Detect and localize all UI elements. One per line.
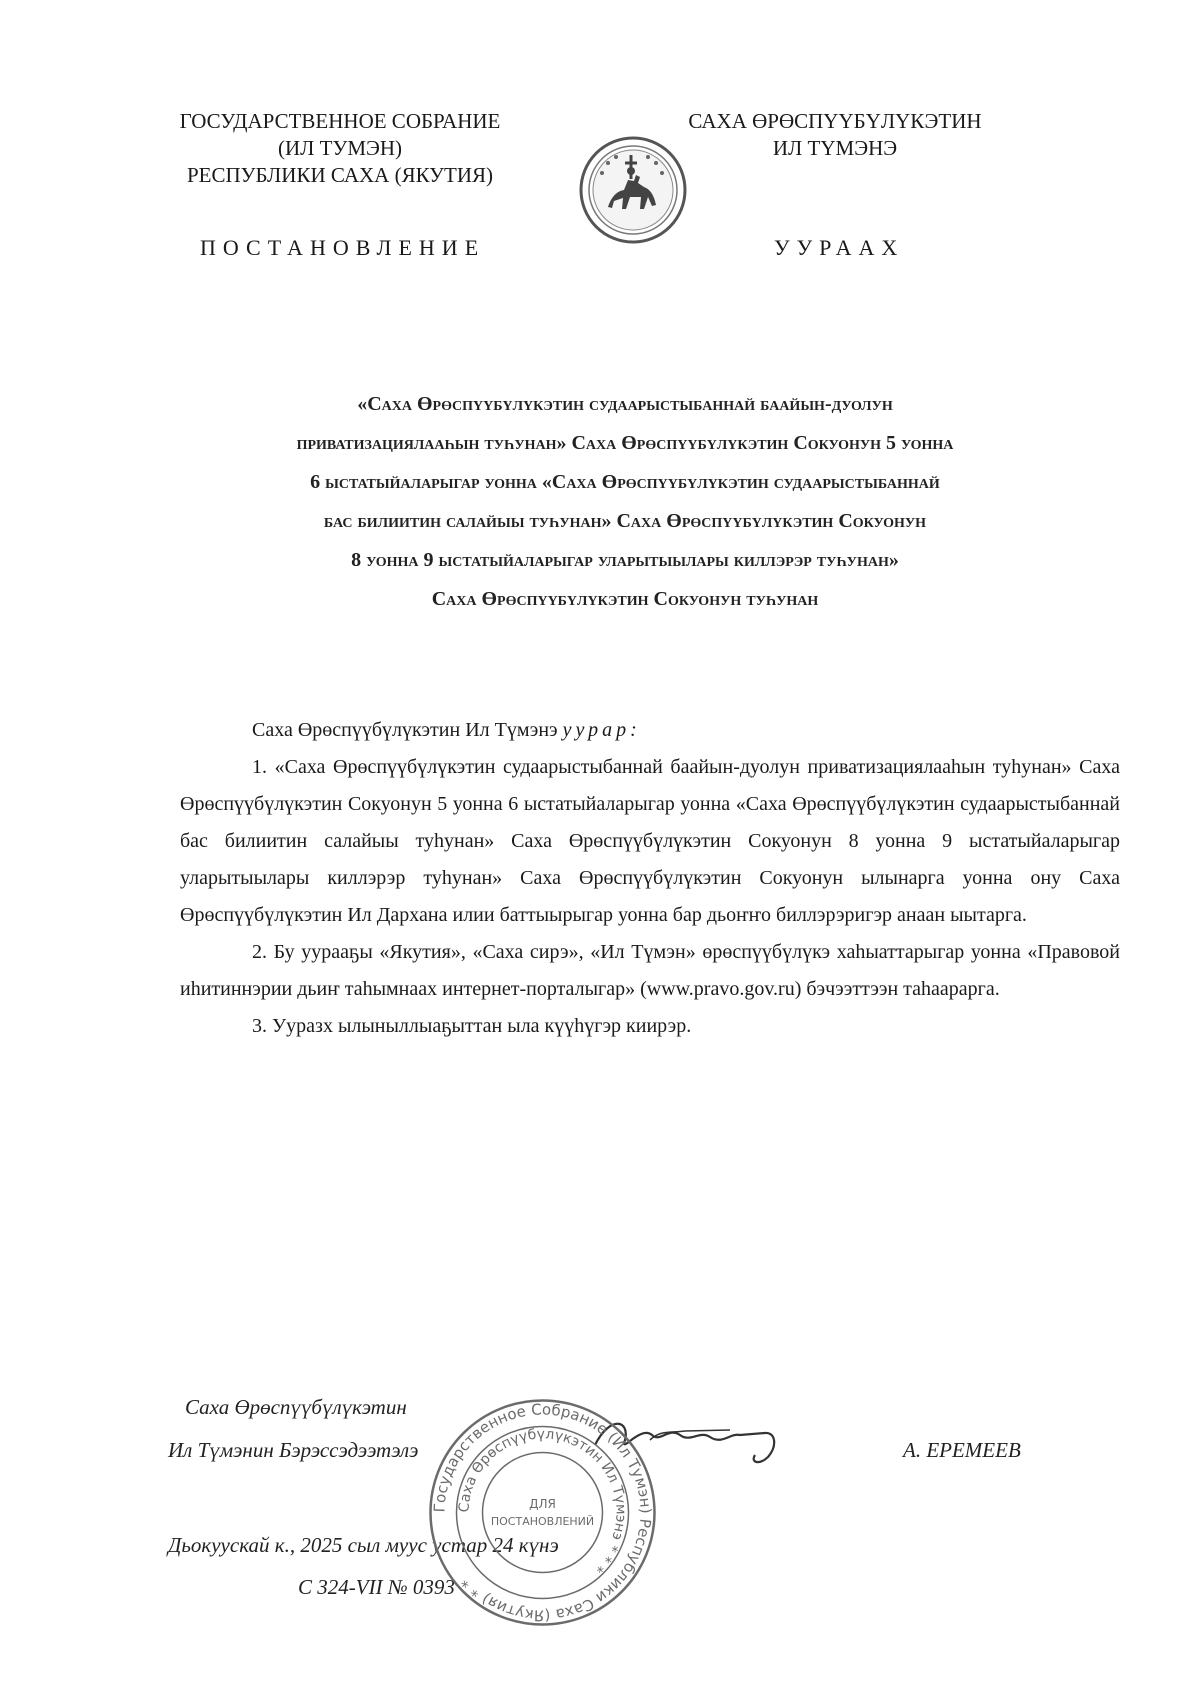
title-line: Саха Өрөспүүбүлүкэтин Сокуонун туһунан: [431, 588, 819, 610]
title-line: 6 ыстатыйаларыгар уонна «Саха Өрөспүүбүлүкэтин судаарыстыбаннай: [310, 471, 940, 493]
body-paragraph: 2. Бу уурааҕы «Якутия», «Саха сирэ», «Ил Түмэн» өрөспүүбүлүкэ хаһыаттарыгар уонна «Правовой иһитиннэрии дьиҥ таһымнаах интернет-порталыгар» (www.pravo.gov.ru) бэчээттээн таһаарарга.: [180, 941, 1120, 1000]
header-left-line: ГОСУДАРСТВЕННОЕ СОБРАНИЕ: [179, 109, 501, 133]
body-paragraph: 3. Ууразх ылыныллыаҕыттан ыла күүһүгэр киирэр.: [252, 1015, 692, 1037]
title-line: 8 уонна 9 ыстатыйаларыгар уларытыылары киллэрэр туһунан»: [351, 549, 899, 571]
body-paragraph: 1. «Саха Өрөспүүбүлүкэтин судаарыстыбаннай баайын-дуолун приватизациялааһын туһунан» Саха Өрөспүүбүлүкэтин Сокуонун 5 уонна 6 ыстатыйаларыгар уонна «Саха Өрөспүүбүлүкэтин судаарыстыбаннай бас билиитин салайыы туһунан» Саха Өрөспүүбүлүкэтин Сокуонун 8 уонна 9 ыстатыйаларыгар уларытыылары киллэрэр туһунан» Саха Өрөспүүбүлүкэтин Сокуонун ылынарга уонна ону Саха Өрөспүүбүлүкэтин Ил Дархана илии баттыырыгар уонна бар дьоҥҥо биллэрэригэр анаан ыытарга.: [180, 756, 1120, 926]
title-line: приватизациялааһын туһунан» Саха Өрөспүүбүлүкэтин Сокуонун 5 уонна: [296, 432, 954, 454]
body-intro: [180, 712, 1120, 749]
signer-position-line1: Саха Өрөспүүбүлүкэтин: [185, 1395, 407, 1419]
intro-decree-word: уурар:: [562, 719, 641, 741]
header-left-line: (ИЛ ТУМЭН): [277, 136, 403, 160]
document-title: [160, 385, 1090, 619]
header-left-line: РЕСПУБЛИКИ САХА (ЯКУТИЯ): [186, 163, 494, 187]
signer-position-line2: Ил Түмэнин Бэрэссэдээтэлэ: [168, 1438, 419, 1462]
document-body: [180, 712, 1120, 1045]
svg-text:Государственное Собрание (Ил Т: Государственное Собрание (Ил Тумэн) Республики Саха (Якутия) * *: [430, 1400, 655, 1625]
intro-text: Саха Өрөспүүбүлүкэтин Ил Түмэнэ: [252, 719, 558, 741]
official-stamp-icon: [425, 1395, 660, 1630]
document-type-sakha: УУРААХ: [774, 235, 905, 260]
signer-name: А. ЕРЕМЕЕВ: [903, 1438, 1021, 1462]
svg-text:ДЛЯ: ДЛЯ: [529, 1497, 556, 1511]
header-left-block: [155, 108, 525, 189]
header-right-block: [660, 108, 1010, 162]
header-right-line: САХА ӨРӨСПҮҮБҮЛҮКЭТИН: [688, 109, 982, 133]
signing-date: Дьокуускай к., 2025 сыл муус устар 24 күнэ: [168, 1533, 559, 1557]
svg-text:ПОСТАНОВЛЕНИЙ: ПОСТАНОВЛЕНИЙ: [490, 1515, 595, 1528]
document-type-ru: ПОСТАНОВЛЕНИЕ: [200, 235, 486, 260]
title-line: бас билиитин салайыы туһунан» Саха Өрөспүүбүлүкэтин Сокуонун: [323, 510, 927, 532]
title-line: «Саха Өрөспүүбүлүкэтин судаарыстыбаннай баайын-дуолун: [357, 393, 893, 415]
svg-text:Саха Өрөспүүбүлүкэтин Ил Түмэн: Саха Өрөспүүбүлүкэтин Ил Түмэнэ * * *: [456, 1426, 629, 1576]
document-number: С 324-VII № 0393: [298, 1575, 455, 1599]
header-right-line: ИЛ ТҮМЭНЭ: [772, 136, 898, 160]
